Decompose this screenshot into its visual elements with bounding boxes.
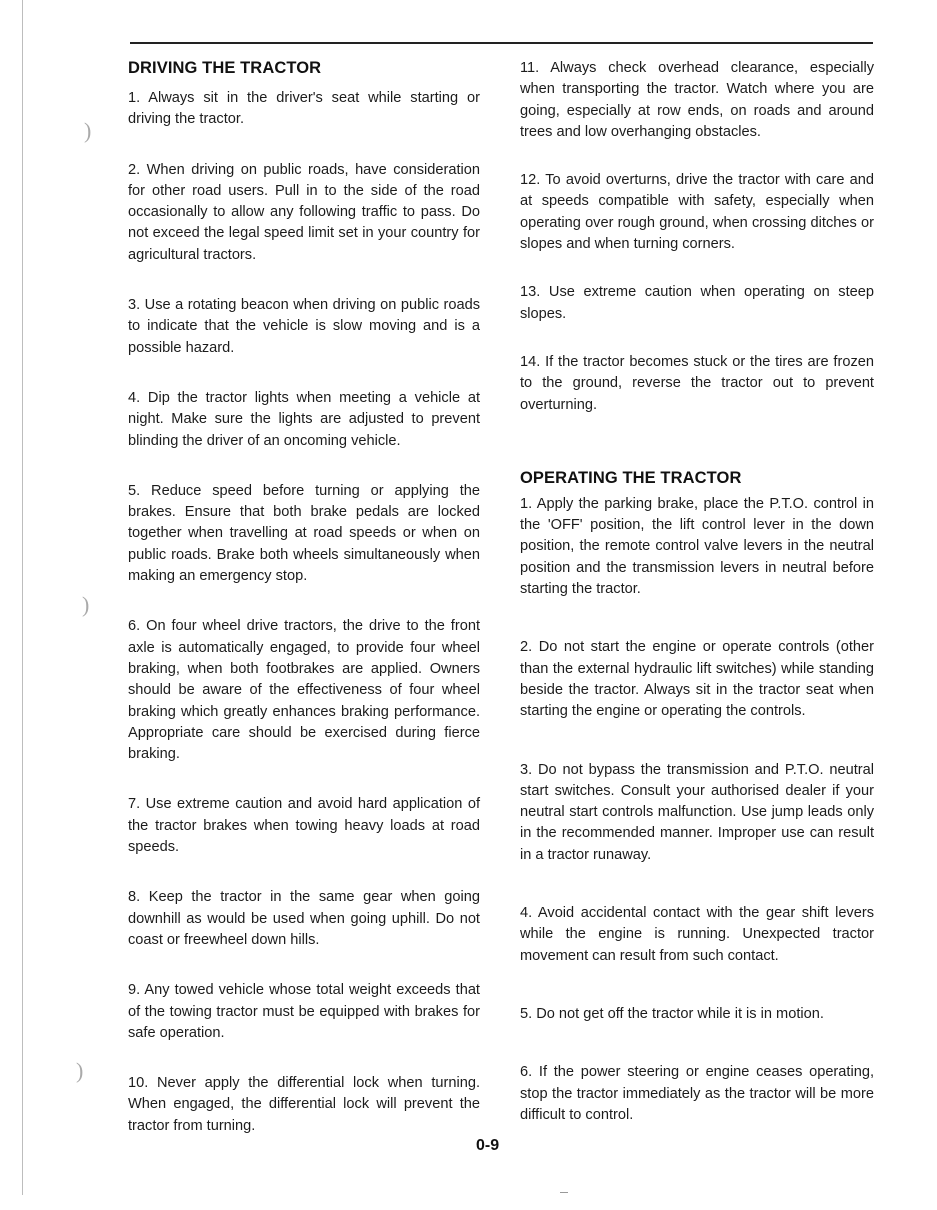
section-title-driving: DRIVING THE TRACTOR [128,59,322,77]
list-item: 5. Reduce speed before turning or applying the brakes. Ensure that both brake pedals are locked together when travelling at road speeds or when on public roads. Brake both wheels simultaneously when making an emergency stop. [128,482,480,585]
list-item: 11. Always check overhead clearance, especially when transporting the tractor. Watch where you are going, especially at row ends, on roads and around trees and low overhanging obstacles. [520,60,874,140]
list-item: 4. Dip the tractor lights when meeting a vehicle at night. Make sure the lights are adjusted to prevent blinding the driver of an oncoming vehicle. [128,389,480,449]
list-item: 5. Do not get off the tractor while it is in motion. [520,1005,824,1022]
list-item: 9. Any towed vehicle whose total weight exceeds that of the towing tractor must be equipped with brakes for safe operation. [128,982,480,1041]
list-item: 8. Keep the tractor in the same gear when going downhill as would be used when going uphill. Do not coast or freewheel down hills. [128,889,480,948]
page-number: 0-9 [476,1137,500,1154]
section-title-operating: OPERATING THE TRACTOR [520,468,742,487]
list-item: 12. To avoid overturns, drive the tractor with care and at speeds compatible with safety, especially when operating over rough ground, when crossing ditches or slopes and when turning corners. [520,172,874,253]
list-item: 6. If the power steering or engine ceases operating, stop the tractor immediately as the tractor will be more difficult to control. [520,1064,874,1123]
list-item: 2. Do not start the engine or operate controls (other than the external hydraulic lift switches) while standing beside the tractor. Always sit in the tractor seat when starting the engine or operating the controls. [520,639,874,720]
list-item: 10. Never apply the differential lock when turning. When engaged, the differential lock will prevent the tractor from turning. [128,1075,480,1134]
list-item: 1. Apply the parking brake, place the P.T.O. control in the 'OFF' position, the lift control lever in the down position, the remote control valve levers in the neutral position and the transmission levers in neutral before starting the tractor. [520,495,874,598]
punch-hole-mark: ) [76,1058,84,1083]
header-rule [130,42,873,44]
list-item: 1. Always sit in the driver's seat while starting or driving the tractor. [128,90,480,128]
list-item: 14. If the tractor becomes stuck or the tires are frozen to the ground, reverse the tractor out to prevent overturning. [520,353,874,413]
list-item: 6. On four wheel drive tractors, the drive to the front axle is automatically engaged, to provide four wheel braking, when both footbrakes are applied. Owners should be aware of the effectiveness of four wheel braking which greatly enhances braking performance. Appropriate care should be exercised during fierce braking. [128,618,480,763]
left-column [128,58,480,1137]
list-item: 7. Use extreme caution and avoid hard application of the tractor brakes when towing heavy loads at road speeds. [128,796,480,856]
list-item: 3. Do not bypass the transmission and P.T.O. neutral start switches. Consult your authorised dealer if your neutral start controls malfunction. Use jump leads only in the recommended manner. Improper use can result in a tractor runaway. [520,761,874,863]
list-item: 2. When driving on public roads, have consideration for other road users. Pull in to the side of the road occasionally to allow any following traffic to pass. Do not exceed the legal speed limit set in your country for agricultural tractors. [128,161,480,263]
list-item: 4. Avoid accidental contact with the gear shift levers while the engine is running. Unexpected tractor movement can result from such contact. [520,905,874,964]
punch-hole-mark: ) [82,592,90,617]
punch-hole-mark: ) [84,118,92,143]
list-item: 3. Use a rotating beacon when driving on public roads to indicate that the vehicle is slow moving and is a possible hazard. [128,297,480,356]
right-column [520,58,874,1126]
scan-mark [560,1192,568,1193]
list-item: 13. Use extreme caution when operating on steep slopes. [520,284,874,322]
binder-edge-line [22,0,23,1195]
